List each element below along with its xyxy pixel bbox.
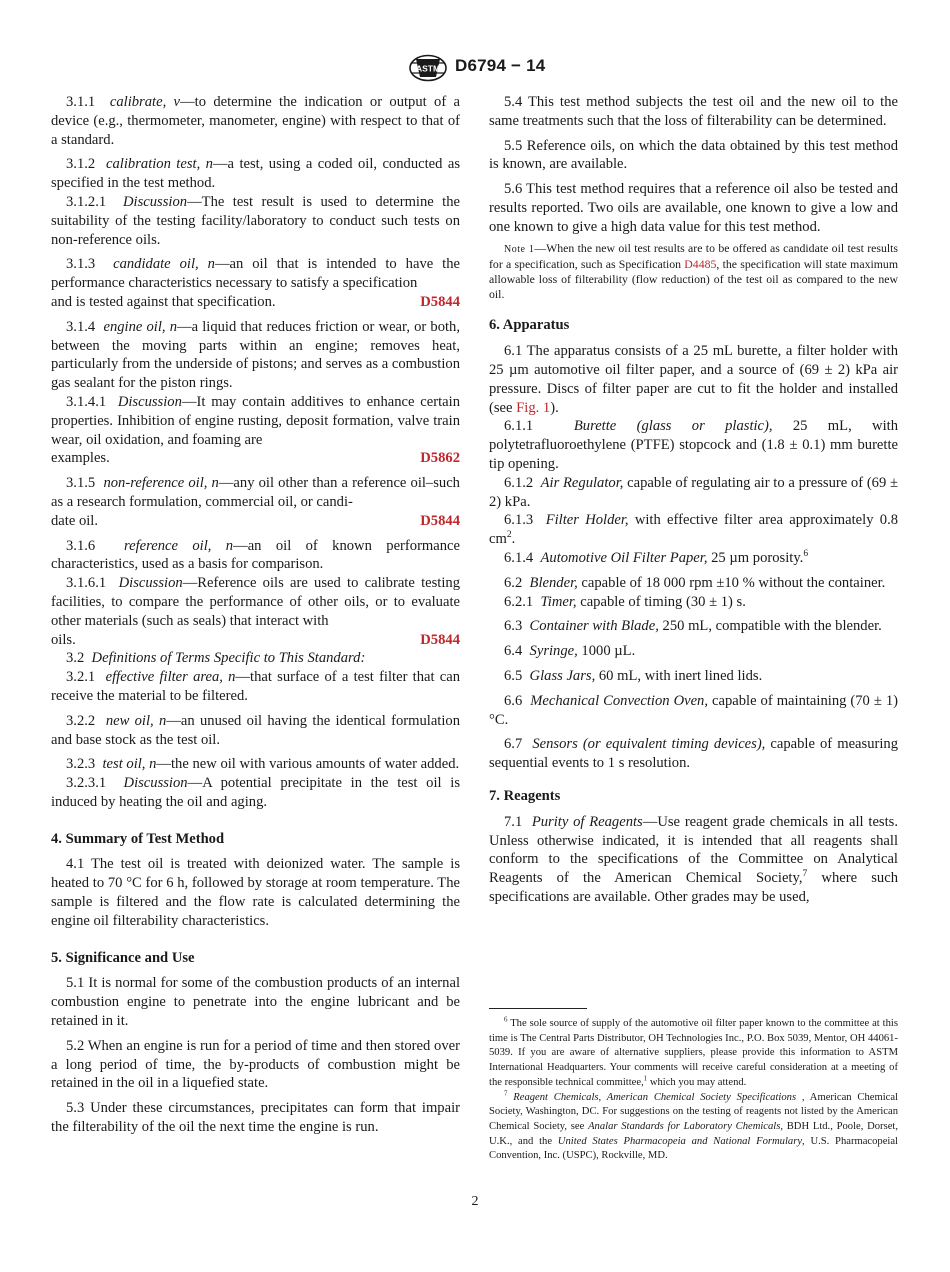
- para-6-4: 6.4 Syringe, 1000 µL.: [504, 643, 636, 660]
- figure-ref-link[interactable]: Fig. 1: [516, 399, 551, 416]
- page-header: [0, 54, 950, 84]
- def-3-1-3: 3.1.3 candidate oil, n—an oil that is intended to have the performance characteristics necessary to satisfy a specification and is tested against that specification. D5844: [51, 256, 461, 310]
- para-5-5: 5.5 Reference oils, on which the data obtained by this test method is known, are available.: [489, 137, 898, 173]
- para-6-1-1: 6.1.1 Burette (glass or plastic), 25 mL, with polytetrafluoroethylene (PTFE) stopcock and (1.8 ± 0.1) mm burette tip opening.: [489, 418, 899, 472]
- para-6-2-1: 6.2.1 Timer, capable of timing (30 ± 1) s.: [504, 593, 746, 610]
- def-3-1-4-1: 3.1.4.1 Discussion—It may contain additives to enhance certain properties. Inhibition of engine rusting, deposit formation, valve train wear, oil oxidation, and foaming are examples. D5862: [51, 393, 460, 467]
- def-3-2-3: 3.2.3 test oil, n—the new oil with various amounts of water added.: [66, 756, 460, 773]
- def-3-1-5: 3.1.5 non-reference oil, n—any oil other than a reference oil–such as a research formulation, commercial oil, or candi- date oil. D5844: [51, 475, 460, 529]
- page-number: 2: [471, 1194, 479, 1209]
- standard-ref-link[interactable]: D5844: [420, 512, 460, 529]
- def-3-2: 3.2 Definitions of Terms Specific to This Standard:: [66, 650, 366, 667]
- standard-ref-link[interactable]: D5844: [420, 631, 460, 648]
- def-3-1-1: 3.1.1 calibrate, v—to determine the indication or output of a device (e.g., thermometer, manometer, engine) with respect to that of a standard.: [51, 94, 461, 148]
- def-3-2-3-1: 3.2.3.1 Discussion—A potential precipitate in the test oil is induced by heating the oil and aging.: [51, 775, 460, 810]
- para-5-6: 5.6 This test method requires that a reference oil also be tested and results reported. Two oils are available, one known to give a low and one known to give a high data value for this test method.: [489, 181, 898, 235]
- left-column: [51, 93, 460, 1143]
- para-5-4: 5.4 This test method subjects the test oil and the new oil to the same treatments such that the loss of filterability can be determined.: [489, 94, 898, 129]
- para-6-2: 6.2 Blender, capable of 18 000 rpm ±10 % without the container.: [504, 574, 886, 591]
- section-5-heading: 5. Significance and Use: [51, 949, 195, 966]
- astm-logo-icon: [408, 54, 448, 82]
- section-4-heading: 4. Summary of Test Method: [51, 830, 225, 847]
- para-6-1-2: 6.1.2 Air Regulator, capable of regulating air to a pressure of (69 ± 2) kPa.: [489, 474, 898, 510]
- def-3-2-1: 3.2.1 effective filter area, n—that surface of a test filter that can receive the material to be filtered.: [51, 669, 461, 704]
- footnote-separator: [489, 1008, 587, 1009]
- para-5-2: 5.2 When an engine is run for a period of time and then stored over a long period of time, the by-products of combustion might be retained in the oil in a liquefied state.: [51, 1037, 460, 1092]
- standard-ref-link[interactable]: D4485: [684, 256, 717, 271]
- footnote-7: $^7$ Reagent Chemicals, American Chemical Society Specifications , American Chemical Society, Washington, DC. For suggestions on the testing of reagents not listed by the American Chemical Society, see Analar Standards for Laboratory Chemicals, BDH Ltd., Poole, Dorset, U.K., and the United States Pharmacopeia and National Formulary, U.S. Pharmacopeial Convention, Inc. (USPC), Rockville, MD.: [489, 1089, 899, 1162]
- def-3-1-6: 3.1.6 reference oil, n—an oil of known performance characteristics, used as a basis for comparison.: [51, 537, 461, 573]
- note-1: Note 1—When the new oil test results are to be offered as candidate oil test results for a specification, such as Specification D4485, the specification will state maximum allowable loss of filterability (flow reduction) of the test oil as compared to the new oil.: [489, 240, 898, 302]
- para-4-1: 4.1 The test oil is treated with deionized water. The sample is heated to 70 °C for 6 h, followed by storage at room temperature. The sample is filtered and the flow rate is calculated determining the engine oil filterability characteristics.: [51, 856, 460, 929]
- para-6-6: 6.6 Mechanical Convection Oven, capable of maintaining (70 ± 1) °C.: [489, 692, 899, 728]
- para-5-3: 5.3 Under these circumstances, precipitates can form that impair the filterability of the oil the next time the engine is run.: [51, 1100, 460, 1136]
- para-6-5: 6.5 Glass Jars, 60 mL, with inert lined lids.: [504, 667, 763, 684]
- section-7-heading: 7. Reagents: [489, 787, 561, 804]
- para-6-3: 6.3 Container with Blade, 250 mL, compatible with the blender.: [504, 618, 882, 635]
- svg-text:ASTM: ASTM: [415, 63, 441, 74]
- para-6-7: 6.7 Sensors (or equivalent timing devices), capable of measuring sequential events to 1 s resolution.: [489, 736, 899, 772]
- def-3-1-2-1: 3.1.2.1 Discussion—The test result is used to determine the suitability of the testing facility/laboratory to conduct such tests on non-reference oils.: [51, 193, 461, 248]
- para-5-1: 5.1 It is normal for some of the combustion products of an internal combustion engine to penetrate into the engine lubricant and be retained in it.: [51, 975, 460, 1030]
- def-3-1-2: 3.1.2 calibration test, n—a test, using a coded oil, conducted as specified in the test method.: [51, 156, 461, 192]
- footnote-6: $^6$ The sole source of supply of the automotive oil filter paper known to the committee at this time is The Central Parts Distributor, OH Technologies Inc., P.O. Box 5039, Mentor, OH 44061-5039. If you are aware of alternative suppliers, please provide this information to ASTM International Headquarters. Your comments will receive careful consideration at a meeting of the responsible technical committee,$^1$ which you may attend.: [489, 1016, 898, 1088]
- para-6-1-3: 6.1.3 Filter Holder, with effective filter area approximately 0.8 $cm^2$.: [489, 512, 899, 548]
- document-title: D6794 − 14: [455, 56, 546, 75]
- section-6-heading: 6. Apparatus: [489, 317, 570, 334]
- right-column: [489, 93, 898, 913]
- def-3-1-6-1: 3.1.6.1 Discussion—Reference oils are used to calibrate testing facilities, to compare the performance of other oils, or to evaluate other materials (such as seals) that interact with oils. D5844: [51, 575, 460, 648]
- standard-ref-link[interactable]: D5844: [420, 293, 460, 310]
- footnotes: [489, 1017, 898, 1164]
- standard-ref-link[interactable]: D5862: [420, 450, 460, 467]
- para-6-1: 6.1 The apparatus consists of a 25 mL burette, a filter holder with 25 µm automotive oil filter paper, and a source of (69 ± 2) kPa air pressure. Discs of filter paper are cut to fit the holder and installed (see Fig. 1).: [489, 343, 898, 416]
- def-3-2-2: 3.2.2 new oil, n—an unused oil having the identical formulation and base stock as the test oil.: [51, 712, 460, 748]
- def-3-1-4: 3.1.4 engine oil, n—a liquid that reduces friction or wear, or both, between the moving parts within an engine; removes heat, particularly from the underside of pistons; and serves as a combustion gas sealant for the piston rings.: [51, 318, 460, 392]
- para-6-1-4: 6.1.4 Automotive Oil Filter Paper, 25 µm porosity.$^6$: [504, 549, 809, 566]
- para-7-1: 7.1 Purity of Reagents—Use reagent grade chemicals in all tests. Unless otherwise indicated, it is intended that all reagents shall conform to the specifications of the Committee on Analytical Reagents of the American Chemical Society,$^7$ where such specifications are available. Other grades may be used,: [489, 813, 898, 905]
